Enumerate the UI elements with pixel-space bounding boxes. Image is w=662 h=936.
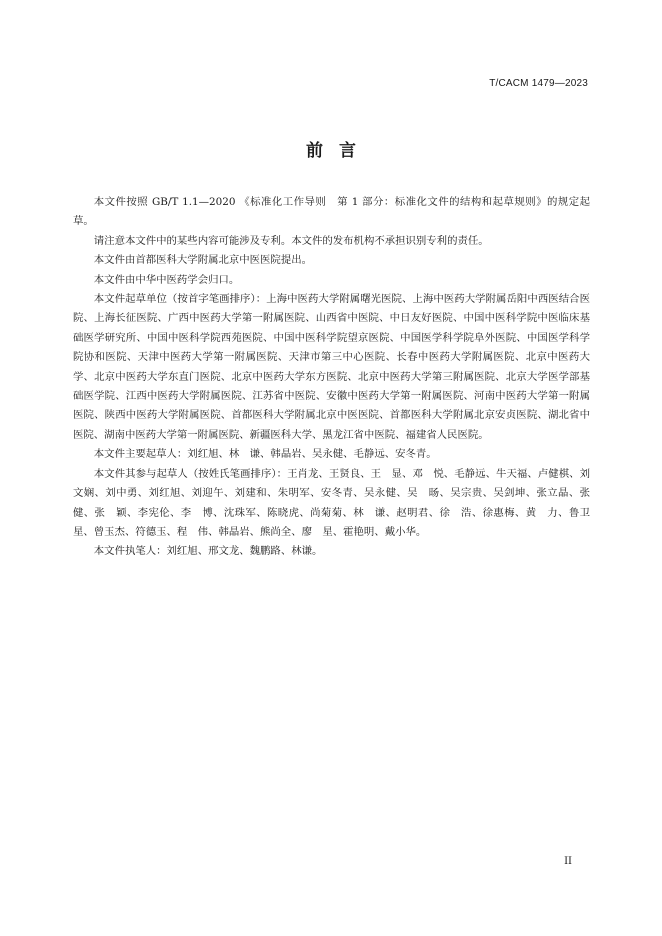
page-number: II: [564, 856, 572, 867]
paragraph-participating-drafters: 本文件其参与起草人（按姓氏笔画排序）：王肖龙、王贤良、王 显、邓 悦、毛静远、牛天福、卢健棋、刘文娴、刘中勇、刘红旭、刘迎午、刘建和、朱明军、安冬青、吴永健、吴 旸、吴宗贵、吴剑坤、张立晶、张 健、张 颖、李宪伦、李 博、沈珠军、陈晓虎、尚菊菊、林 谦、赵明君、徐 浩、徐惠梅、黄 力、鲁卫星、曾玉杰、符德玉、程 伟、韩晶岩、熊尚全、廖 星、霍艳明、戴小华。: [73, 467, 601, 538]
paragraph-drafting-basis: 本文件按照 GB/T 1.1—2020 《标准化工作导则 第 1 部分：标准化文件的结构和起草规则》的规定起草。: [73, 196, 590, 228]
paragraph-drafting-units: 本文件起草单位（按首字笔画排序）：上海中医药大学附属曙光医院、上海中医药大学附属岳阳中西医结合医院、上海长征医院、广西中医药大学第一附属医院、山西省中医院、中日友好医院、中国中医科学院中医临床基础医学研究所、中国中医科学院西苑医院、中国中医科学院望京医院、中国医学科学院阜外医院、中国医学科学院协和医院、天津中医药大学第一附属医院、天津市第三中心医院、长春中医药大学附属医院、北京中医药大学、北京中医药大学东直门医院、北京中医药大学东方医院、北京中医药大学第三附属医院、北京大学医学部基础医学院、江西中医药大学附属医院、江苏省中医院、安徽中医药大学第一附属医院、河南中医药大学第一附属医院、陕西中医药大学附属医院、首都医科大学附属北京中医医院、首都医科大学附属北京安贞医院、湖北省中医院、湖南中医药大学第一附属医院、新疆医科大学、黑龙江省中医院、福建省人民医院。: [73, 293, 590, 441]
document-code: T/CACM 1479—2023: [489, 78, 588, 89]
paragraph-main-drafters: 本文件主要起草人：刘红旭、林 谦、韩晶岩、吴永健、毛静远、安冬青。: [93, 448, 437, 461]
body-text: [73, 193, 601, 562]
page-title: 前言: [306, 141, 372, 161]
paragraph-writers: 本文件执笔人：刘红旭、邢文龙、魏鹏路、林谦。: [93, 545, 323, 558]
paragraph-patent-notice: 请注意本文件中的某些内容可能涉及专利。本文件的发布机构不承担识别专利的责任。: [93, 234, 489, 247]
paragraph-proposer: 本文件由首都医科大学附属北京中医医院提出。: [93, 254, 312, 267]
paragraph-centralized-unit: 本文件由中华中医药学会归口。: [93, 273, 240, 286]
